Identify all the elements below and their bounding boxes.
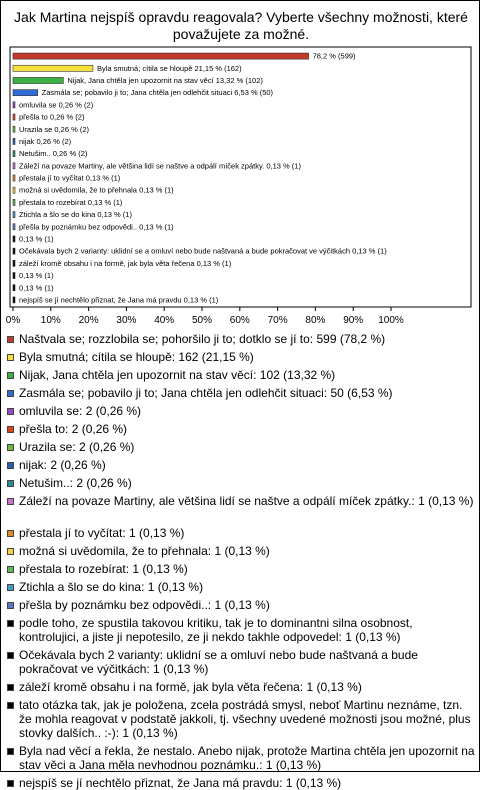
bar-label: přešla by poznámku bez odpovědi.. 0,13 % (1) xyxy=(19,222,174,232)
bar-label: možná si uvědomila, že to přehnala 0,13 % (1) xyxy=(19,185,174,195)
legend-swatch xyxy=(7,652,14,659)
legend-label: přestala to rozebírat: 1 (0,13 %) xyxy=(19,562,188,576)
legend-label: Ztichla a šlo se do kina: 1 (0,13 %) xyxy=(19,580,204,594)
legend-swatch xyxy=(7,480,14,487)
x-tick-label: 20% xyxy=(78,315,99,326)
x-tick-label: 30% xyxy=(116,315,137,326)
legend-label: Záleží na povaze Martiny, ale většina lidí se naštve a odpálí míček zpátky.: 1 (0,13 %) xyxy=(19,494,474,508)
x-tick-label: 100% xyxy=(378,315,404,326)
bar-label: Ztichla a šlo se do kina 0,13 % (1) xyxy=(19,210,132,220)
legend-label: možná si uvědomila, že to přehnala: 1 (0,13 %) xyxy=(19,544,270,558)
legend-swatch xyxy=(7,780,14,787)
legend-swatch xyxy=(7,548,14,555)
legend-swatch xyxy=(7,620,14,627)
legend-label: Nijak, Jana chtěla jen upozornit na stav věcí: 102 (13,32 %) xyxy=(19,368,336,382)
legend-label: záleží kromě obsahu i na formě, jak byla věta řečena: 1 (0,13 %) xyxy=(19,680,362,694)
bar-label: 0,13 % (1) xyxy=(19,234,54,244)
bar-label: nejspíš se jí nechtělo přiznat, že Jana má pravdu 0,13 % (1) xyxy=(19,295,219,305)
legend-swatch xyxy=(7,426,14,433)
legend-swatch xyxy=(7,566,14,573)
legend-swatch xyxy=(7,354,14,361)
x-tick-label: 80% xyxy=(305,315,326,326)
legend-label: přešla by poznámku bez odpovědi..: 1 (0,13 %) xyxy=(19,598,270,612)
bar-label: omluvila se 0,26 % (2) xyxy=(19,100,94,110)
legend-label: Urazila se: 2 (0,26 %) xyxy=(19,440,135,454)
legend-label: omluvila se: 2 (0,26 %) xyxy=(19,404,142,418)
legend-swatch xyxy=(7,530,14,537)
legend-swatch xyxy=(7,584,14,591)
bar-label: Záleží na povaze Martiny, ale většina lidí se naštve a odpálí míček zpátky. 0,13 % (1) xyxy=(19,161,301,171)
legend-label: Byla smutná; cítila se hloupě: 162 (21,15 %) xyxy=(19,350,254,364)
x-tick-label: 50% xyxy=(191,315,213,326)
legend-swatch xyxy=(7,462,14,469)
legend-label: Očekávala bych 2 varianty: uklidní se a omluví nebo bude naštvaná a bude pokračovat ve výčitkách: 1 (0,13 %) xyxy=(19,648,418,676)
bar-label: nijak 0,26 % (2) xyxy=(19,136,72,146)
x-tick-label: 90% xyxy=(343,315,364,326)
legend-label: přešla to: 2 (0,26 %) xyxy=(19,422,128,436)
x-tick-label: 40% xyxy=(154,315,175,326)
legend-label: nejspíš se jí nechtělo přiznat, že Jana má pravdu: 1 (0,13 %) xyxy=(19,776,342,790)
legend-label: nijak: 2 (0,26 %) xyxy=(19,458,106,472)
bar-label: 0,13 % (1) xyxy=(19,283,54,293)
bar-label: Byla smutná; cítila se hloupě 21,15 % (162) xyxy=(96,63,242,73)
bar-label: přestala jí to vyčítat 0,13 % (1) xyxy=(19,173,121,183)
bar-label: Zasmála se; pobavilo ji to; Jana chtěla jen odlehčit situaci 6,53 % (50) xyxy=(41,88,274,98)
x-tick-label: 60% xyxy=(229,315,250,326)
legend-swatch xyxy=(7,390,14,397)
bar-label: přestala to rozebírat 0,13 % (1) xyxy=(19,197,123,207)
bar-label: přešla to 0,26 % (2) xyxy=(19,112,85,122)
legend-swatch xyxy=(7,408,14,415)
x-tick-label: 0% xyxy=(5,315,21,326)
legend-swatch xyxy=(7,444,14,451)
legend-label: Netušim..: 2 (0,26 %) xyxy=(19,476,132,490)
legend-label: podle toho, ze spustila takovou kritiku, tak je to dominantni silna osobnost, kontrolujici, a jiste ji nepotesilo, ze ji nekdo takhle odpovedel: 1 (0,13 %) xyxy=(19,616,413,644)
x-tick-label: 10% xyxy=(40,315,61,326)
bar-label: Urazila se 0,26 % (2) xyxy=(19,124,90,134)
bar-label: Nijak, Jana chtěla jen upozornit na stav věcí 13,32 % (102) xyxy=(67,76,263,86)
legend-swatch xyxy=(7,684,14,691)
legend-label: Zasmála se; pobavilo ji to; Jana chtěla jen odlehčit situaci: 50 (6,53 %) xyxy=(19,386,393,400)
legend-swatch xyxy=(7,336,14,343)
bar-label: záleží kromě obsahu i na formě, jak byla věta řečena 0,13 % (1) xyxy=(19,258,232,268)
legend-label: Byla nad věcí a řekla, že nestalo. Anebo nijak, protože Martina chtěla jen upozornit na stav věci a Jana měla nevhodnou poznámku.: 1 (0,13 %) xyxy=(19,744,475,772)
chart-title: Jak Martina nejspíš opravdu reagovala? Vyberte všechny možnosti, které považujete za možné. xyxy=(14,9,468,42)
legend-label: tato otázka tak, jak je položena, zcela postrádá smysl, neboť Martinu neznáme, tzn. že mohla reagovat v podstatě jakkoli, tj. všechny uvedené možnosti jsou možné, plus stovky dalších.. :-): 1 (0,13 %) xyxy=(19,698,471,740)
legend-label: přestala jí to vyčítat: 1 (0,13 %) xyxy=(19,526,185,540)
legend-swatch xyxy=(7,748,14,755)
legend-swatch xyxy=(7,602,14,609)
bar-label: 78,2 % (599) xyxy=(312,51,356,61)
legend-swatch xyxy=(7,498,14,505)
legend-swatch xyxy=(7,702,14,709)
legend-swatch xyxy=(7,372,14,379)
bar-label: 0,13 % (1) xyxy=(19,271,54,281)
legend xyxy=(1,1,481,790)
legend-label: Naštvala se; rozzlobila se; pohoršilo ji to; dotklo se jí to: 599 (78,2 %) xyxy=(19,332,386,346)
bar-label: Netušim.. 0,26 % (2) xyxy=(19,149,88,159)
x-tick-label: 70% xyxy=(267,315,288,326)
bar-label: Očekávala bych 2 varianty: uklidní se a omluví nebo bude naštvaná a bude pokračovat ve výčitkách 0,13 % (1) xyxy=(19,246,387,256)
